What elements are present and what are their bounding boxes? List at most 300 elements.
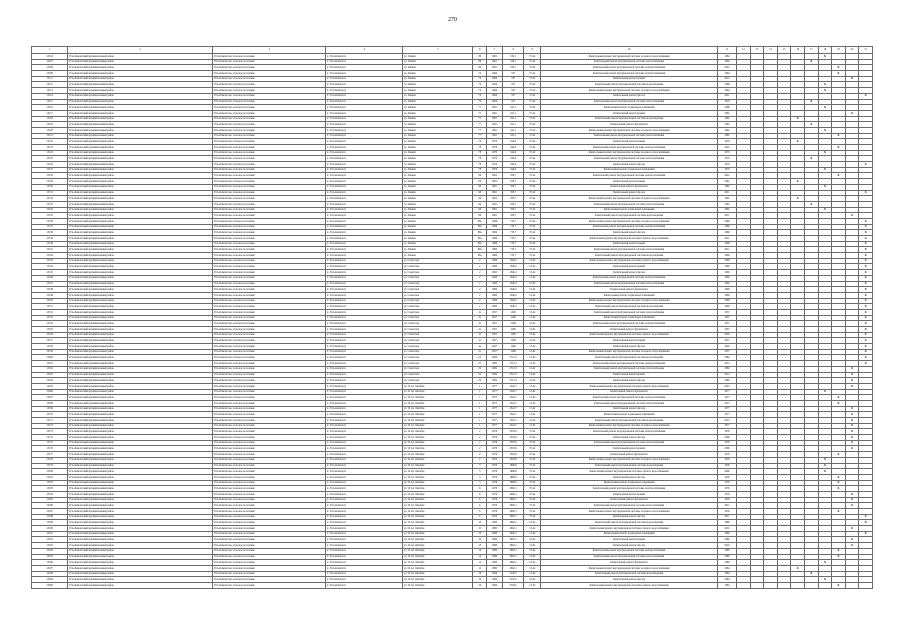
district-cell: Усть-Камчатский муниципальный район (68, 520, 213, 526)
district-cell: Усть-Камчатский муниципальный район (68, 383, 213, 389)
settlement-cell: Усть-Камчатское сельское поселение (213, 133, 326, 139)
year-cell: 1961 (487, 59, 503, 65)
schedule-cell: X (832, 395, 846, 401)
period-cell: 1990 (717, 287, 736, 293)
period-cell: 1982 (717, 378, 736, 384)
work-type-cell: Капитальный ремонт фасада (541, 162, 718, 168)
work-type-cell: Капитальный ремонт внутридомовой системы электроснабжения (541, 361, 718, 367)
schedule-cell: X (818, 54, 832, 60)
district-cell: Усть-Камчатский муниципальный район (68, 207, 213, 213)
district-cell: Усть-Камчатский муниципальный район (68, 338, 213, 344)
period-cell: 1969 (717, 253, 736, 259)
row-id-cell: 13133 (32, 201, 68, 207)
schedule-cell: X (859, 304, 873, 310)
work-type-cell: Капитальный ремонт фасада (541, 378, 718, 384)
settlement-cell: Усть-Камчатское сельское поселение (213, 253, 326, 259)
locality-cell: п. Усть-Камчатск (326, 491, 403, 497)
house-cell: 96 (473, 201, 487, 207)
district-cell: Усть-Камчатский муниципальный район (68, 258, 213, 264)
period-cell: 1976 (717, 452, 736, 458)
period-cell: 1976 (717, 480, 736, 486)
house-cell: 74 (473, 93, 487, 99)
row-id-cell: 13109 (32, 71, 68, 77)
area-cell: 1346,2 (502, 292, 524, 298)
work-type-cell: Капитальный ремонт внутридомовой системы электроснабжения (541, 548, 718, 554)
sequence-cell: 13-42 (524, 543, 541, 549)
year-cell: 1970 (487, 150, 503, 156)
settlement-cell: Усть-Камчатское сельское поселение (213, 258, 326, 264)
period-cell: 1969 (717, 224, 736, 230)
sequence-cell: 37-42 (524, 218, 541, 224)
house-cell: 2 (473, 264, 487, 270)
area-cell: 2721,3 (502, 361, 524, 367)
district-cell: Усть-Камчатский муниципальный район (68, 491, 213, 497)
work-type-cell: Капитальный ремонт крыши (541, 537, 718, 543)
sequence-cell: 13-42 (524, 565, 541, 571)
work-type-cell: Капитальный ремонт внутридомовой системы электроснабжения (541, 145, 718, 151)
house-cell: 2а (473, 327, 487, 333)
schedule-cell: X (859, 241, 873, 247)
schedule-cell: X (845, 366, 859, 372)
locality-cell: п. Усть-Камчатск (326, 196, 403, 202)
street-cell: ул. 50 лет Октября (403, 520, 473, 526)
district-cell: Усть-Камчатский муниципальный район (68, 418, 213, 424)
house-cell: 96 (473, 213, 487, 219)
house-cell: 14 (473, 554, 487, 560)
district-cell: Усть-Камчатский муниципальный район (68, 105, 213, 111)
locality-cell: п. Усть-Камчатск (326, 207, 403, 213)
sequence-cell: 13-42 (524, 520, 541, 526)
locality-cell: п. Усть-Камчатск (326, 526, 403, 532)
schedule-cell: X (845, 537, 859, 543)
sequence-cell: 37-42 (524, 122, 541, 128)
locality-cell: п. Усть-Камчатск (326, 440, 403, 446)
work-type-cell: Капитальный ремонт внутридомовой системы теплоснабжения (541, 99, 718, 105)
area-cell: 1296 (502, 338, 524, 344)
period-cell: 1984 (717, 565, 736, 571)
sequence-cell: 37-42 (524, 241, 541, 247)
area-cell: 2303,9 (502, 429, 524, 435)
row-id-cell: 13148 (32, 287, 68, 293)
period-cell: 1961 (717, 179, 736, 185)
sequence-cell: 37-42 (524, 247, 541, 253)
locality-cell: п. Усть-Камчатск (326, 509, 403, 515)
period-cell: 1957 (717, 315, 736, 321)
year-cell: 1976 (487, 474, 503, 480)
year-cell: 1976 (487, 446, 503, 452)
settlement-cell: Усть-Камчатское сельское поселение (213, 565, 326, 571)
area-cell: 733,7 (502, 224, 524, 230)
period-cell: 1976 (717, 474, 736, 480)
street-cell: ул. Советская (403, 332, 473, 338)
period-cell: 2020 (717, 332, 736, 338)
settlement-cell: Усть-Камчатское сельское поселение (213, 116, 326, 122)
period-cell: 1966 (717, 105, 736, 111)
street-cell: ул. Ленина (403, 236, 473, 242)
schedule-cell: X (845, 110, 859, 116)
year-cell: 1980 (487, 554, 503, 560)
street-cell: ул. Ленина (403, 173, 473, 179)
district-cell: Усть-Камчатский муниципальный район (68, 162, 213, 168)
area-cell: 358,7 (502, 190, 524, 196)
row-id-cell: 13130 (32, 184, 68, 190)
house-cell: 6 (473, 503, 487, 509)
work-type-cell: Капитальный ремонт внутридомовой системы холодного водоснабжения (541, 298, 718, 304)
house-cell: 78 (473, 162, 487, 168)
settlement-cell: Усть-Камчатское сельское поселение (213, 270, 326, 276)
sequence-cell: 37-42 (524, 440, 541, 446)
district-cell: Усть-Камчатский муниципальный район (68, 133, 213, 139)
house-cell: 2а (473, 321, 487, 327)
settlement-cell: Усть-Камчатское сельское поселение (213, 264, 326, 270)
settlement-cell: Усть-Камчатское сельское поселение (213, 491, 326, 497)
year-cell: 1960 (487, 264, 503, 270)
locality-cell: п. Усть-Камчатск (326, 93, 403, 99)
period-cell: 1961 (717, 110, 736, 116)
header-cell: 7 (487, 47, 503, 54)
house-cell: 1 (473, 412, 487, 418)
area-cell: 344,6 (502, 150, 524, 156)
area-cell: 733,7 (502, 247, 524, 253)
period-cell: 2011 (717, 503, 736, 509)
street-cell: ул. Советская (403, 344, 473, 350)
street-cell: ул. Ленина (403, 54, 473, 60)
street-cell: ул. Советская (403, 338, 473, 344)
row-id-cell: 13123 (32, 145, 68, 151)
sequence-cell: 37-42 (524, 213, 541, 219)
period-cell: 1970 (717, 99, 736, 105)
period-cell: 1970 (717, 167, 736, 173)
period-cell: 1984 (717, 582, 736, 588)
row-id-cell: 13160 (32, 355, 68, 361)
district-cell: Усть-Камчатский муниципальный район (68, 201, 213, 207)
sequence-cell: 13-42 (524, 298, 541, 304)
row-id-cell: 13132 (32, 196, 68, 202)
house-cell: 96 (473, 173, 487, 179)
year-cell: 1961 (487, 122, 503, 128)
schedule-cell (750, 582, 764, 588)
year-cell: 1980 (487, 565, 503, 571)
period-cell: 2011 (717, 213, 736, 219)
street-cell: ул. Ленина (403, 88, 473, 94)
settlement-cell: Усть-Камчатское сельское поселение (213, 548, 326, 554)
house-cell: 96 (473, 184, 487, 190)
work-type-cell: Капитальный ремонт фундамента (541, 560, 718, 566)
sequence-cell: 37-42 (524, 435, 541, 441)
district-cell: Усть-Камчатский муниципальный район (68, 429, 213, 435)
sequence-cell: 13-42 (524, 554, 541, 560)
row-id-cell: 13175 (32, 440, 68, 446)
period-cell: 1961 (717, 184, 736, 190)
schedule-cell: X (845, 378, 859, 384)
area-cell: 358,7 (502, 207, 524, 213)
year-cell: 1964 (487, 71, 503, 77)
schedule-cell: X (832, 582, 846, 588)
locality-cell: п. Усть-Камчатск (326, 452, 403, 458)
settlement-cell: Усть-Камчатское сельское поселение (213, 292, 326, 298)
row-id-cell: 13138 (32, 230, 68, 236)
schedule-cell (859, 582, 873, 588)
house-cell: 3 (473, 480, 487, 486)
street-cell: ул. 50 лет Октября (403, 474, 473, 480)
schedule-cell: X (859, 230, 873, 236)
area-cell: 2082,1 (502, 486, 524, 492)
area-cell: 2542,7 (502, 400, 524, 406)
year-cell: 1961 (487, 105, 503, 111)
locality-cell: п. Усть-Камчатск (326, 446, 403, 452)
year-cell: 1964 (487, 88, 503, 94)
work-type-cell: Капитальный ремонт внутридомовой системы горячего водоснабжения (541, 526, 718, 532)
house-cell: 2б (473, 378, 487, 384)
settlement-cell: Усть-Камчатское сельское поселение (213, 162, 326, 168)
year-cell: 1970 (487, 156, 503, 162)
row-id-cell: 13185 (32, 497, 68, 503)
street-cell: ул. 50 лет Октября (403, 469, 473, 475)
house-cell: 3 (473, 469, 487, 475)
street-cell: ул. 50 лет Октября (403, 446, 473, 452)
period-cell: 1977 (717, 395, 736, 401)
district-cell: Усть-Камчатский муниципальный район (68, 406, 213, 412)
locality-cell: п. Усть-Камчатск (326, 54, 403, 60)
area-cell: 3130,5 (502, 571, 524, 577)
year-cell: 1970 (487, 162, 503, 168)
district-cell: Усть-Камчатский муниципальный район (68, 457, 213, 463)
locality-cell: п. Усть-Камчатск (326, 241, 403, 247)
year-cell: 1957 (487, 321, 503, 327)
row-id-cell: 13172 (32, 423, 68, 429)
work-type-cell: Капитальный ремонт внутридомовой системы теплоснабжения (541, 400, 718, 406)
street-cell: ул. 50 лет Октября (403, 383, 473, 389)
schedule-cell: X (845, 497, 859, 503)
settlement-cell: Усть-Камчатское сельское поселение (213, 110, 326, 116)
locality-cell: п. Усть-Камчатск (326, 418, 403, 424)
street-cell: ул. Советская (403, 349, 473, 355)
schedule-cell: X (791, 139, 805, 145)
street-cell: ул. 50 лет Октября (403, 531, 473, 537)
year-cell: 1961 (487, 54, 503, 60)
area-cell: 337 (502, 88, 524, 94)
street-cell: ул. Советская (403, 258, 473, 264)
district-cell: Усть-Камчатский муниципальный район (68, 423, 213, 429)
area-cell: 2721,3 (502, 372, 524, 378)
area-cell: 344,6 (502, 145, 524, 151)
row-id-cell: 13158 (32, 344, 68, 350)
year-cell: 1960 (487, 275, 503, 281)
schedule-cell: X (859, 190, 873, 196)
house-cell: 96а (473, 247, 487, 253)
row-id-cell: 13193 (32, 543, 68, 549)
header-cell: 3 (213, 47, 326, 54)
street-cell: ул. Советская (403, 287, 473, 293)
locality-cell: п. Усть-Камчатск (326, 355, 403, 361)
row-id-cell: 13182 (32, 480, 68, 486)
period-cell: 1961 (717, 207, 736, 213)
area-cell: 358,7 (502, 179, 524, 185)
period-cell: 1970 (717, 162, 736, 168)
district-cell: Усть-Камчатский муниципальный район (68, 184, 213, 190)
year-cell: 1984 (487, 577, 503, 583)
locality-cell: п. Усть-Камчатск (326, 264, 403, 270)
locality-cell: п. Усть-Камчатск (326, 270, 403, 276)
settlement-cell: Усть-Камчатское сельское поселение (213, 520, 326, 526)
district-cell: Усть-Камчатский муниципальный район (68, 247, 213, 253)
settlement-cell: Усть-Камчатское сельское поселение (213, 486, 326, 492)
locality-cell: п. Усть-Камчатск (326, 281, 403, 287)
row-id-cell: 13168 (32, 400, 68, 406)
work-type-cell: Капитальный ремонт внутридомовой системы теплоснабжения (541, 281, 718, 287)
sequence-cell: 13-42 (524, 389, 541, 395)
sequence-cell: 37-42 (524, 514, 541, 520)
settlement-cell: Усть-Камчатское сельское поселение (213, 582, 326, 588)
street-cell: ул. Ленина (403, 253, 473, 259)
settlement-cell: Усть-Камчатское сельское поселение (213, 537, 326, 543)
district-cell: Усть-Камчатский муниципальный район (68, 412, 213, 418)
area-cell: 733,7 (502, 241, 524, 247)
period-cell: 1957 (717, 338, 736, 344)
district-cell: Усть-Камчатский муниципальный район (68, 236, 213, 242)
settlement-cell: Усть-Камчатское сельское поселение (213, 82, 326, 88)
house-cell: 78 (473, 150, 487, 156)
locality-cell: п. Усть-Камчатск (326, 332, 403, 338)
period-cell: 1961 (717, 127, 736, 133)
year-cell: 1957 (487, 344, 503, 350)
street-cell: ул. Ленина (403, 59, 473, 65)
settlement-cell: Усть-Камчатское сельское поселение (213, 71, 326, 77)
schedule-cell: X (845, 213, 859, 219)
settlement-cell: Усть-Камчатское сельское поселение (213, 145, 326, 151)
row-id-cell: 13166 (32, 389, 68, 395)
period-cell: 1960 (717, 304, 736, 310)
period-cell: 1984 (717, 571, 736, 577)
row-id-cell: 13181 (32, 474, 68, 480)
period-cell: 2012 (717, 361, 736, 367)
period-cell: 1970 (717, 150, 736, 156)
schedule-cell: X (859, 287, 873, 293)
work-type-cell: Капитальный ремонт внутридомовой системы водоотведения (541, 418, 718, 424)
locality-cell: п. Усть-Камчатск (326, 338, 403, 344)
locality-cell: п. Усть-Камчатск (326, 520, 403, 526)
year-cell: 1964 (487, 99, 503, 105)
house-cell: 2 (473, 287, 487, 293)
work-type-cell: Капитальный ремонт внутридомовой системы холодного водоснабжения (541, 509, 718, 515)
house-cell: 1 (473, 383, 487, 389)
locality-cell: п. Усть-Камчатск (326, 503, 403, 509)
schedule-cell (818, 582, 832, 588)
period-cell: 1976 (717, 486, 736, 492)
row-id-cell: 13171 (32, 418, 68, 424)
area-cell: 2662,1 (502, 543, 524, 549)
district-cell: Усть-Камчатский муниципальный район (68, 76, 213, 82)
house-cell: 1 (473, 406, 487, 412)
work-type-cell: Капитальный ремонт внутридомовой системы горячего водоснабжения (541, 258, 718, 264)
header-cell: 19 (832, 47, 846, 54)
district-cell: Усть-Камчатский муниципальный район (68, 150, 213, 156)
row-id-cell: 13183 (32, 486, 68, 492)
house-cell: 2 (473, 446, 487, 452)
year-cell: 1977 (487, 412, 503, 418)
settlement-cell: Усть-Камчатское сельское поселение (213, 435, 326, 441)
settlement-cell: Усть-Камчатское сельское поселение (213, 395, 326, 401)
schedule-cell: X (818, 150, 832, 156)
settlement-cell: Усть-Камчатское сельское поселение (213, 440, 326, 446)
area-cell: 1896,8 (502, 463, 524, 469)
district-cell: Усть-Камчатский муниципальный район (68, 275, 213, 281)
street-cell: ул. 50 лет Октября (403, 389, 473, 395)
schedule-cell: X (818, 82, 832, 88)
year-cell: 1960 (487, 258, 503, 264)
schedule-cell: X (805, 156, 819, 162)
schedule-cell: X (859, 344, 873, 350)
house-cell: 2б (473, 366, 487, 372)
header-cell: 8 (502, 47, 524, 54)
street-cell: ул. 50 лет Октября (403, 543, 473, 549)
row-id-cell: 13192 (32, 537, 68, 543)
schedule-cell: X (859, 327, 873, 333)
period-cell: 1957 (717, 349, 736, 355)
sequence-cell: 13-42 (524, 338, 541, 344)
sequence-cell: 13-42 (524, 378, 541, 384)
settlement-cell: Усть-Камчатское сельское поселение (213, 327, 326, 333)
repair-schedule-table (31, 46, 873, 589)
settlement-cell: Усть-Камчатское сельское поселение (213, 196, 326, 202)
district-cell: Усть-Камчатский муниципальный район (68, 554, 213, 560)
work-type-cell: Капитальный ремонт внутридомовой системы холодного водоснабжения (541, 349, 718, 355)
area-cell: 2542,7 (502, 383, 524, 389)
area-cell: 344,6 (502, 162, 524, 168)
schedule-cell: X (845, 423, 859, 429)
locality-cell: п. Усть-Камчатск (326, 366, 403, 372)
locality-cell: п. Усть-Камчатск (326, 412, 403, 418)
street-cell: ул. Ленина (403, 110, 473, 116)
settlement-cell: Усть-Камчатское сельское поселение (213, 287, 326, 293)
schedule-cell: X (859, 514, 873, 520)
house-cell: 69 (473, 59, 487, 65)
sequence-cell: 37-42 (524, 429, 541, 435)
row-id-cell: 13142 (32, 253, 68, 259)
street-cell: ул. Ленина (403, 99, 473, 105)
schedule-cell: X (859, 338, 873, 344)
period-cell: 1960 (717, 59, 736, 65)
settlement-cell: Усть-Камчатское сельское поселение (213, 201, 326, 207)
house-cell: 2 (473, 292, 487, 298)
area-cell: 1296 (502, 349, 524, 355)
locality-cell: п. Усть-Камчатск (326, 543, 403, 549)
year-cell: 1982 (487, 355, 503, 361)
schedule-cell: X (805, 59, 819, 65)
area-cell: 1346,2 (502, 281, 524, 287)
district-cell: Усть-Камчатский муниципальный район (68, 469, 213, 475)
work-type-cell: Капитальный ремонт внутридомовой системы горячего водоснабжения (541, 332, 718, 338)
year-cell: 1982 (487, 361, 503, 367)
district-cell: Усть-Камчатский муниципальный район (68, 287, 213, 293)
sequence-cell: 37-42 (524, 93, 541, 99)
period-cell: 1977 (717, 423, 736, 429)
street-cell: ул. Ленина (403, 167, 473, 173)
settlement-cell: Усть-Камчатское сельское поселение (213, 184, 326, 190)
sequence-cell: 37-42 (524, 54, 541, 60)
settlement-cell: Усть-Камчатское сельское поселение (213, 469, 326, 475)
area-cell: 1296 (502, 327, 524, 333)
district-cell: Усть-Камчатский муниципальный район (68, 486, 213, 492)
period-cell: 1980 (717, 537, 736, 543)
district-cell: Усть-Камчатский муниципальный район (68, 116, 213, 122)
district-cell: Усть-Камчатский муниципальный район (68, 440, 213, 446)
work-type-cell: Капитальный ремонт внутридомовой системы теплоснабжения (541, 440, 718, 446)
work-type-cell: Капитальный ремонт внутридомовой системы холодного водоснабжения (541, 423, 718, 429)
district-cell: Усть-Камчатский муниципальный район (68, 241, 213, 247)
row-id-cell: 13117 (32, 110, 68, 116)
year-cell: 1982 (487, 378, 503, 384)
